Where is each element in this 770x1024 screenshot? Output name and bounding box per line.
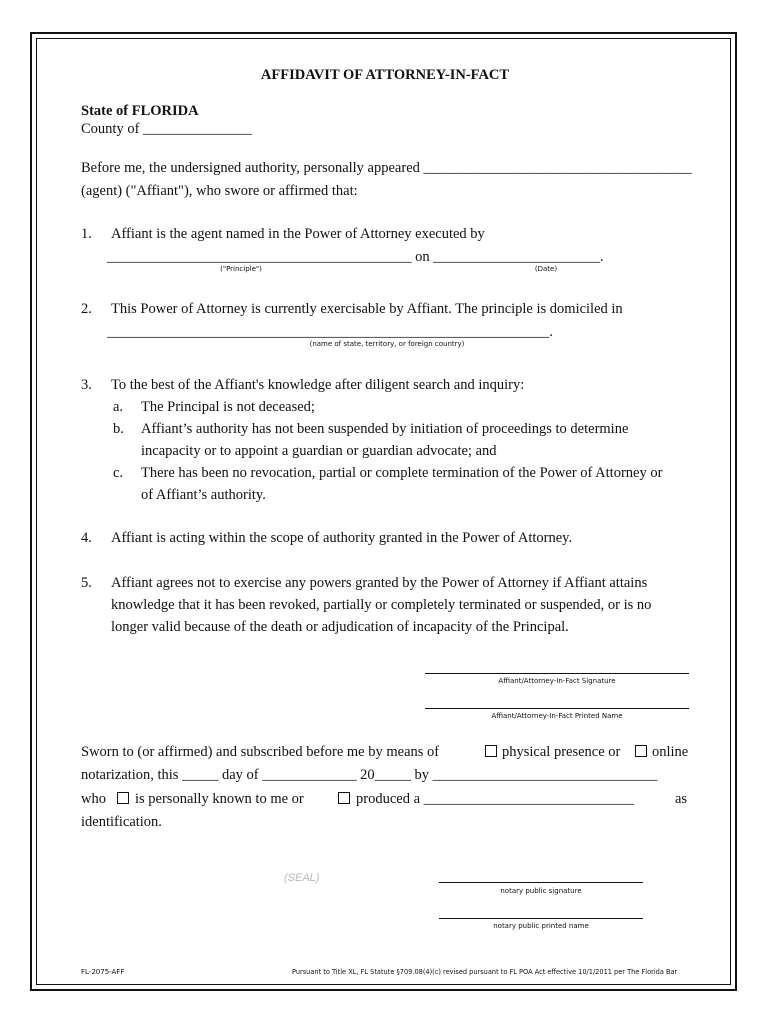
county-line: County of _______________ [81, 121, 252, 137]
item-3a-label: a. [113, 399, 124, 415]
item-3c-line-2: of Affiant’s authority. [141, 487, 266, 503]
personally-known-checkbox[interactable] [117, 792, 129, 804]
sworn-line-4: identification. [81, 814, 162, 830]
item-5-number: 5. [81, 575, 92, 591]
item-4-text: Affiant is acting within the scope of authority granted in the Power of Attorney. [111, 530, 573, 546]
item-2-line-1: This Power of Attorney is currently exercisable by Affiant. The principle is domiciled in [111, 301, 623, 317]
notary-signature-label: notary public signature [500, 887, 582, 895]
physical-presence-checkbox[interactable] [485, 745, 497, 757]
item-1-line-2: __________________________________________ on _______________________. [107, 249, 604, 265]
item-3-intro: To the best of the Affiant's knowledge after diligent search and inquiry: [111, 377, 525, 393]
item-3-number: 3. [81, 377, 92, 393]
sworn-line-1-text: Sworn to (or affirmed) and subscribed before me by means of [81, 744, 440, 760]
domicile-label: (name of state, territory, or foreign country) [309, 340, 465, 348]
physical-presence-label: physical presence or [502, 744, 621, 760]
seal-placeholder: (SEAL) [284, 872, 320, 884]
notary-printed-name-line[interactable] [439, 918, 643, 919]
sworn-line-2: notarization, this _____ day of _____________ 20_____ by _______________________________ [81, 767, 658, 783]
affiant-printed-name-label: Affiant/Attorney-In-Fact Printed Name [491, 712, 623, 720]
item-3b-label: b. [113, 421, 124, 437]
form-number: FL-2075-AFF [81, 968, 125, 976]
item-3c-line-1: There has been no revocation, partial or complete termination of the Power of Attorney or [141, 465, 663, 481]
item-5-line-3: longer valid because of the death or adjudication of incapacity of the Principal. [111, 619, 569, 635]
item-2-number: 2. [81, 301, 92, 317]
item-4-number: 4. [81, 530, 92, 546]
online-checkbox[interactable] [635, 745, 647, 757]
produced-id-label: produced a _____________________________ [356, 791, 634, 807]
item-1-line-1: Affiant is the agent named in the Power of Attorney executed by [111, 226, 485, 242]
item-3b-line-1: Affiant’s authority has not been suspended by initiation of proceedings to determine [141, 421, 629, 437]
item-2-line-2: _____________________________________________________________. [107, 324, 553, 340]
personally-known-label: is personally known to me or [135, 791, 304, 807]
notary-printed-name-label: notary public printed name [493, 922, 589, 930]
produced-id-checkbox[interactable] [338, 792, 350, 804]
date-label: (Date) [534, 265, 558, 273]
item-5-line-2: knowledge that it has been revoked, partially or completely terminated or suspended, or is no [111, 597, 652, 613]
document-title: AFFIDAVIT OF ATTORNEY-IN-FACT [260, 67, 510, 83]
online-label: online [652, 744, 689, 760]
intro-line-1: Before me, the undersigned authority, personally appeared _____________________________________ [81, 160, 692, 176]
affiant-signature-label: Affiant/Attorney-In-Fact Signature [498, 677, 616, 685]
statute-reference: Pursuant to Title XL, FL Statute §709.08(4)(c) revised pursuant to FL POA Act effective 10/1/2011 per The Florida Bar [292, 968, 678, 976]
sworn-line-3-who: who [81, 791, 106, 807]
principle-label: ("Principle") [220, 265, 262, 273]
inner-border [36, 38, 731, 985]
item-3a-text: The Principal is not deceased; [141, 399, 315, 415]
item-5-line-1: Affiant agrees not to exercise any powers granted by the Power of Attorney if Affiant attains [111, 575, 648, 591]
intro-line-2: (agent) ("Affiant"), who swore or affirmed that: [81, 183, 358, 199]
notary-signature-line[interactable] [439, 882, 643, 883]
affiant-printed-name-line[interactable] [425, 708, 689, 709]
item-3b-line-2: incapacity or to appoint a guardian or guardian advocate; and [141, 443, 497, 459]
item-3c-label: c. [113, 465, 124, 481]
state-line: State of FLORIDA [81, 103, 199, 119]
affiant-signature-line[interactable] [425, 673, 689, 674]
sworn-line-3-as: as [675, 791, 688, 807]
item-1-number: 1. [81, 226, 92, 242]
